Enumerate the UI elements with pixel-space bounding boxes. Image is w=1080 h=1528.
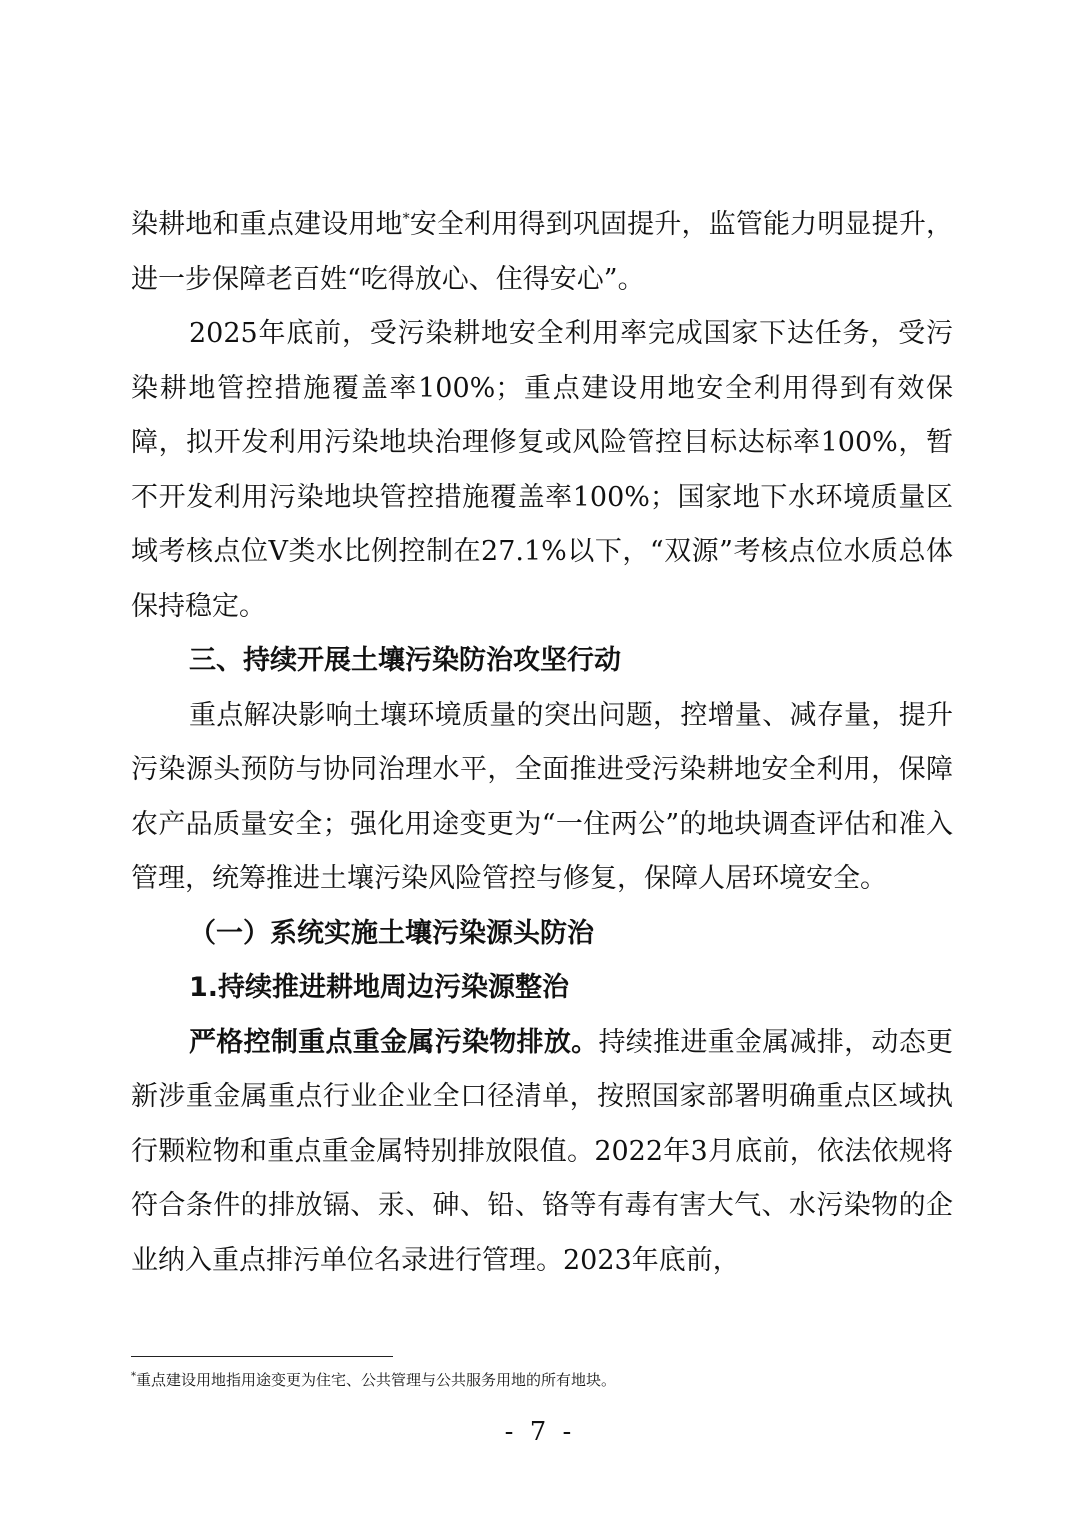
item-paragraph (131, 1016, 953, 1289)
item-heading: 1.持续推进耕地周边污染源整治 (189, 972, 570, 1003)
paragraph-targets-2025: 2025年底前，受污染耕地安全利用率完成国家下达任务，受污染耕地管控措施覆盖率100%；重点建设用地安全利用得到有效保障，拟开发利用污染地块治理修复或风险管控目标达标率100%，暂不开发利用污染地块管控措施覆盖率100%；国家地下水环境质量区域考核点位Ⅴ类水比例控制在27.1%以下，“双源”考核点位水质总体保持稳定。 (131, 318, 953, 622)
section-heading: 三、持续开展土壤污染防治攻坚行动 (189, 645, 621, 676)
body-text (131, 198, 953, 1288)
footnote-mark: * (131, 1371, 136, 1382)
footnote-reference-mark: * (402, 211, 410, 227)
page-number: - 7 - (504, 1417, 576, 1447)
item-paragraph-text: 持续推进重金属减排，动态更新涉重金属重点行业企业全口径清单，按照国家部署明确重点区域执行颗粒物和重点重金属特别排放限值。2022年3月底前，依法依规将符合条件的排放镉、汞、砷、铅、铬等有毒有害大气、水污染物的企业纳入重点排污单位名录进行管理。2023年底前， (131, 1026, 954, 1276)
footnote-text: 重点建设用地指用途变更为住宅、公共管理与公共服务用地的所有地块。 (136, 1371, 617, 1389)
footnote (131, 1367, 953, 1390)
paragraph-text-before-mark: 染耕地和重点建设用地 (131, 209, 403, 240)
section-intro-paragraph: 重点解决影响土壤环境质量的突出问题，控增量、减存量，提升污染源头预防与协同治理水平，全面推进受污染耕地安全利用，保障农产品质量安全；强化用途变更为“一住两公”的地块调查评估和准入管理，统筹推进土壤污染风险管控与修复，保障人居环境安全。 (131, 699, 953, 894)
item-paragraph-lead: 严格控制重点重金属污染物排放。 (189, 1026, 599, 1058)
paragraph-text-after-mark: 安全利用得到巩固提升，监管能力明显提升，进一步保障老百姓“吃得放心、住得安心”。 (131, 209, 954, 295)
subsection-heading: （一）系统实施土壤污染源头防治 (189, 917, 594, 949)
footnote-divider (131, 1356, 393, 1357)
paragraph-continuation (131, 198, 953, 307)
